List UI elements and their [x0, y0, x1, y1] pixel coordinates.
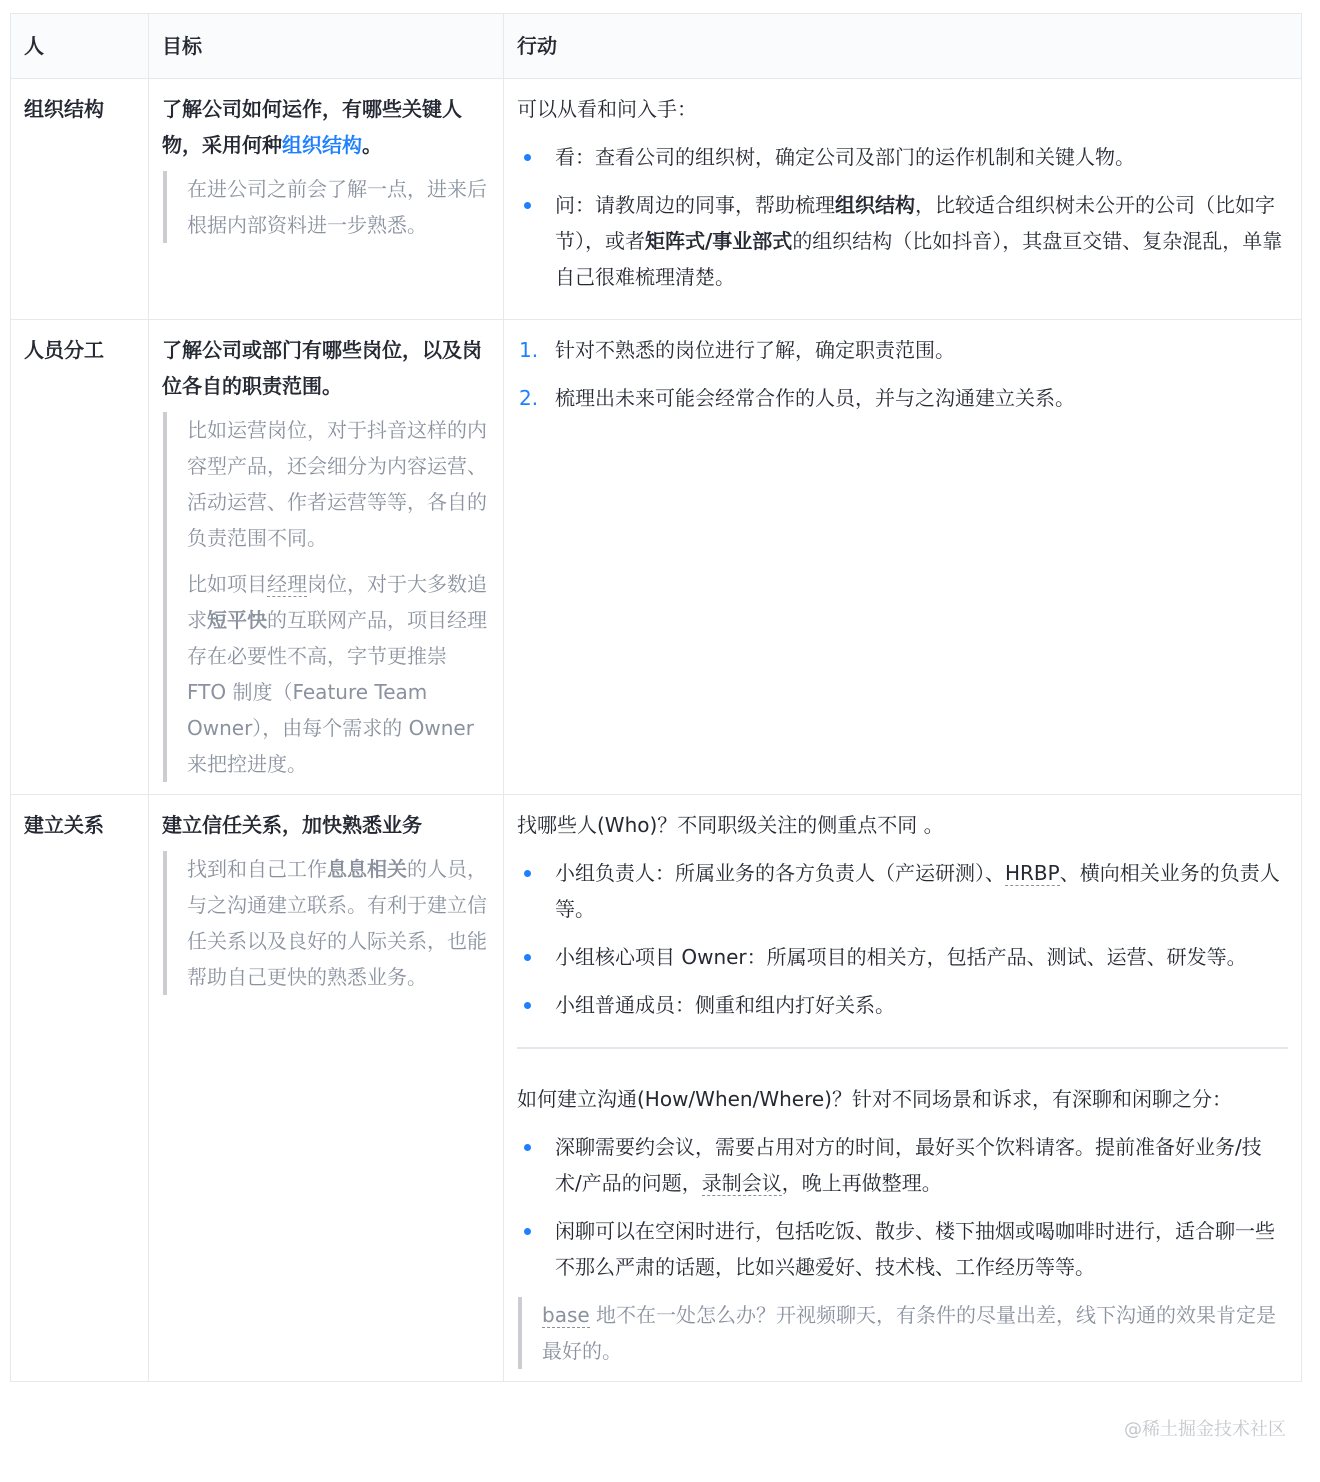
table-row	[11, 79, 1302, 320]
action-intro: 可以从看和问入手：	[517, 97, 697, 121]
header-goal: 目标	[149, 14, 504, 79]
note-annotated-word[interactable]: base	[542, 1303, 590, 1327]
list-item	[517, 1129, 1288, 1201]
org-structure-link[interactable]: 组织结构	[282, 133, 362, 157]
row-goal	[149, 79, 504, 320]
list-item: 看：查看公司的组织树，确定公司及部门的运作机制和关键人物。	[517, 139, 1288, 175]
row-goal	[149, 320, 504, 795]
item-text: 、横向相关业务的负责人等。	[555, 861, 1280, 921]
item-text: 梳理出未来可能会经常合作的人员，并与之沟通建立关系。	[555, 386, 1075, 410]
note-part: 比如项目	[187, 572, 267, 596]
item-text: 的组织结构（比如抖音），其盘亘交错、复杂混乱，单靠自己很难梳理清楚。	[555, 229, 1283, 289]
how-intro: 如何建立沟通(How/When/Where)？针对不同场景和诉求，有深聊和闲聊之分：	[517, 1087, 1232, 1111]
item-text: 问：请教周边的同事，帮助梳理	[555, 193, 835, 217]
row-person: 组织结构	[11, 79, 149, 320]
goal-text-part: 了解公司如何运作，有哪些关键人物，采用何种	[162, 97, 462, 157]
goal-text-part: 。	[362, 133, 382, 157]
note-part: 岗位，对于大多数追求	[187, 572, 487, 632]
note-bold: 短平快	[207, 608, 267, 632]
note-text	[187, 851, 490, 995]
note-part: 找到和自己工作	[187, 857, 327, 881]
note-part: 的互联网产品，项目经理存在必要性不高，字节更推崇 FTO 制度（Feature Team Owner），由每个需求的 Owner 来把控进度。	[187, 608, 487, 776]
row-goal	[149, 795, 504, 1382]
table-header-row	[11, 14, 1302, 79]
note-text	[542, 1297, 1288, 1369]
goal-note	[163, 412, 490, 782]
note-part: 地不在一处怎么办？开视频聊天，有条件的尽量出差，线下沟通的效果肯定是最好的。	[542, 1303, 1277, 1363]
goal-note	[163, 851, 490, 995]
table-row	[11, 320, 1302, 795]
note-text: 比如运营岗位，对于抖音这样的内容型产品，还会细分为内容运营、活动运营、作者运营等等，各自的负责范围不同。	[187, 418, 487, 550]
note-annotated-word[interactable]: 经理	[267, 572, 307, 596]
list-item: 闲聊可以在空闲时进行，包括吃饭、散步、楼下抽烟或喝咖啡时进行，适合聊一些不那么严肃的话题，比如兴趣爱好、技术栈、工作经历等等。	[517, 1213, 1288, 1285]
who-list	[517, 855, 1288, 1023]
item-number: 2.	[519, 386, 539, 410]
goal-note	[163, 171, 490, 243]
row-action	[504, 79, 1302, 320]
item-text: 深聊需要约会议，需要占用对方的时间，最好买个饮料请客。提前准备好业务/技术/产品的问题，	[555, 1135, 1262, 1195]
item-text: 针对不熟悉的岗位进行了解，确定职责范围。	[555, 338, 955, 362]
row-person: 建立关系	[11, 795, 149, 1382]
item-text: ，比较适合组织树未公开的公司（比如字节），或者	[555, 193, 1275, 253]
note-bold: 息息相关	[327, 857, 407, 881]
divider	[517, 1047, 1288, 1049]
item-bold: 组织结构	[835, 193, 915, 217]
goal-text: 了解公司或部门有哪些岗位，以及岗位各自的职责范围。	[162, 338, 482, 398]
list-item	[517, 855, 1288, 927]
header-person: 人	[11, 14, 149, 79]
info-table	[10, 13, 1302, 1382]
row-person: 人员分工	[11, 320, 149, 795]
goal-text	[162, 91, 490, 163]
item-number: 1.	[519, 338, 539, 362]
note-text: 在进公司之前会了解一点，进来后根据内部资料进一步熟悉。	[187, 177, 487, 237]
action-numbered-list	[517, 332, 1288, 416]
list-item: 小组普通成员：侧重和组内打好关系。	[517, 987, 1288, 1023]
item-annotated-word[interactable]: HRBP	[1005, 861, 1060, 885]
table-row	[11, 795, 1302, 1382]
row-action	[504, 320, 1302, 795]
list-item	[517, 332, 1288, 368]
list-item: 小组核心项目 Owner：所属项目的相关方，包括产品、测试、运营、研发等。	[517, 939, 1288, 975]
how-list	[517, 1129, 1288, 1285]
who-intro: 找哪些人(Who)？不同职级关注的侧重点不同 。	[517, 813, 944, 837]
item-text: ，晚上再做整理。	[781, 1171, 942, 1195]
watermark: @稀土掘金技术社区	[1124, 1419, 1286, 1440]
row-action	[504, 795, 1302, 1382]
item-text: 小组负责人：所属业务的各方负责人（产运研测）、	[555, 861, 1005, 885]
item-bold: 矩阵式/事业部式	[645, 229, 793, 253]
list-item	[517, 187, 1288, 295]
note-part: 的人员，与之沟通建立联系。有利于建立信任关系以及良好的人际关系，也能帮助自己更快的熟悉业务。	[187, 857, 487, 989]
item-annotated-word[interactable]: 录制会议	[701, 1171, 782, 1195]
note-text	[187, 566, 490, 782]
goal-text: 建立信任关系，加快熟悉业务	[162, 813, 422, 837]
header-action: 行动	[504, 14, 1302, 79]
action-note	[518, 1297, 1288, 1369]
list-item	[517, 380, 1288, 416]
action-list	[517, 139, 1288, 295]
